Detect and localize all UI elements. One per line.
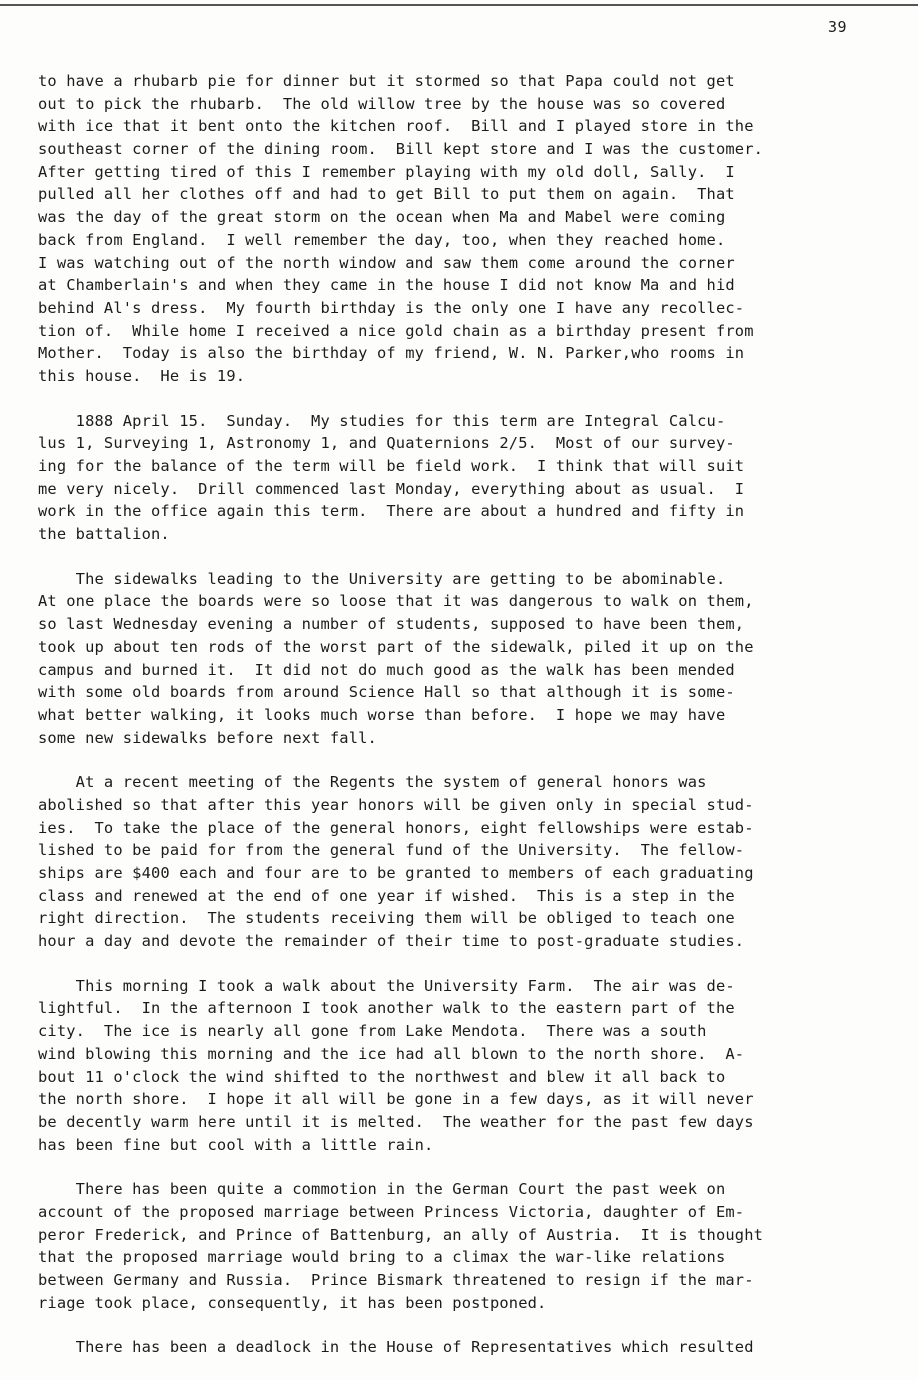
text-line: was the day of the great storm on the ocean when Ma and Mabel were coming <box>38 208 726 227</box>
paragraph <box>38 1178 888 1314</box>
text-line: lus 1, Surveying 1, Astronomy 1, and Quaternions 2/5. Most of our survey- <box>38 434 735 453</box>
text-line: There has been quite a commotion in the German Court the past week on <box>38 1180 726 1199</box>
text-line: 1888 April 15. Sunday. My studies for this term are Integral Calcu- <box>38 411 726 430</box>
text-line: some new sidewalks before next fall. <box>38 728 377 747</box>
text-line: riage took place, consequently, it has been postponed. <box>38 1293 547 1312</box>
text-line: peror Frederick, and Prince of Battenburg, an ally of Austria. It is thought <box>38 1225 764 1244</box>
text-line: the north shore. I hope it all will be gone in a few days, as it will never <box>38 1090 754 1109</box>
paragraph <box>38 568 888 750</box>
text-line: to have a rhubarb pie for dinner but it stormed so that Papa could not get <box>38 72 735 90</box>
text-line: There has been a deadlock in the House of Representatives which resulted <box>38 1338 754 1357</box>
text-line: wind blowing this morning and the ice had all blown to the north shore. A- <box>38 1044 745 1063</box>
paragraph <box>38 1336 888 1359</box>
text-line: right direction. The students receiving them will be obliged to teach one <box>38 909 735 928</box>
text-line: took up about ten rods of the worst part of the sidewalk, piled it up on the <box>38 637 754 656</box>
text-line: At one place the boards were so loose that it was dangerous to walk on them, <box>38 592 754 611</box>
text-line: with some old boards from around Science Hall so that although it is some- <box>38 683 735 702</box>
paragraph-gap <box>38 749 888 771</box>
text-line: lightful. In the afternoon I took another walk to the eastern part of the <box>38 999 735 1018</box>
text-line: that the proposed marriage would bring to a climax the war-like relations <box>38 1248 726 1267</box>
paragraph-gap <box>38 1314 888 1336</box>
text-line: be decently warm here until it is melted. The weather for the past few days <box>38 1112 754 1131</box>
text-line: I was watching out of the north window and saw them come around the corner <box>38 253 735 272</box>
text-line: class and renewed at the end of one year if wished. This is a step in the <box>38 886 735 905</box>
text-line: me very nicely. Drill commenced last Monday, everything about as usual. I <box>38 479 745 498</box>
paragraph <box>38 70 888 388</box>
paragraph <box>38 975 888 1157</box>
text-line: what better walking, it looks much worse than before. I hope we may have <box>38 705 726 724</box>
text-line: pulled all her clothes off and had to get Bill to put them on again. That <box>38 185 735 204</box>
paragraph-gap <box>38 953 888 975</box>
text-line: out to pick the rhubarb. The old willow tree by the house was so covered <box>38 94 726 113</box>
paragraph-gap <box>38 546 888 568</box>
text-line: lished to be paid for from the general fund of the University. The fellow- <box>38 841 745 860</box>
text-line: After getting tired of this I remember playing with my old doll, Sally. I <box>38 162 735 181</box>
text-line: between Germany and Russia. Prince Bismark threatened to resign if the mar- <box>38 1271 754 1289</box>
paragraph-gap <box>38 1156 888 1178</box>
paragraph-gap <box>38 388 888 410</box>
text-line: tion of. While home I received a nice gold chain as a birthday present from <box>38 321 754 340</box>
text-line: account of the proposed marriage between Princess Victoria, daughter of Em- <box>38 1202 745 1221</box>
text-line: abolished so that after this year honors will be given only in special stud- <box>38 795 754 814</box>
text-line: the battalion. <box>38 525 170 544</box>
text-line: back from England. I well remember the day, too, when they reached home. <box>38 230 726 249</box>
text-line: so last Wednesday evening a number of students, supposed to have been them, <box>38 615 745 634</box>
page-number: 39 <box>828 18 848 36</box>
paragraph <box>38 410 888 546</box>
page-body-text <box>38 70 888 1359</box>
text-line: ships are $400 each and four are to be granted to members of each graduating <box>38 864 754 882</box>
text-line: behind Al's dress. My fourth birthday is the only one I have any recollec- <box>38 298 745 317</box>
text-line: This morning I took a walk about the University Farm. The air was de- <box>38 976 735 995</box>
text-line: bout 11 o'clock the wind shifted to the northwest and blew it all back to <box>38 1067 726 1086</box>
text-line: Mother. Today is also the birthday of my friend, W. N. Parker,who rooms in <box>38 344 745 363</box>
text-line: this house. He is 19. <box>38 366 246 385</box>
text-line: The sidewalks leading to the University are getting to be abominable. <box>38 569 726 588</box>
text-line: At a recent meeting of the Regents the system of general honors was <box>38 773 707 792</box>
text-line: has been fine but cool with a little rain. <box>38 1135 434 1154</box>
text-line: ies. To take the place of the general honors, eight fellowships were estab- <box>38 818 754 837</box>
text-line: southeast corner of the dining room. Bill kept store and I was the customer. <box>38 140 764 159</box>
text-line: with ice that it bent onto the kitchen roof. Bill and I played store in the <box>38 117 754 136</box>
top-edge-rule <box>0 4 918 6</box>
text-line: campus and burned it. It did not do much good as the walk has been mended <box>38 660 735 679</box>
paragraph <box>38 771 888 953</box>
text-line: hour a day and devote the remainder of their time to post-graduate studies. <box>38 932 745 951</box>
text-line: city. The ice is nearly all gone from Lake Mendota. There was a south <box>38 1022 707 1041</box>
text-line: work in the office again this term. There are about a hundred and fifty in <box>38 502 745 521</box>
text-line: at Chamberlain's and when they came in the house I did not know Ma and hid <box>38 276 735 295</box>
text-line: ing for the balance of the term will be field work. I think that will suit <box>38 457 745 475</box>
